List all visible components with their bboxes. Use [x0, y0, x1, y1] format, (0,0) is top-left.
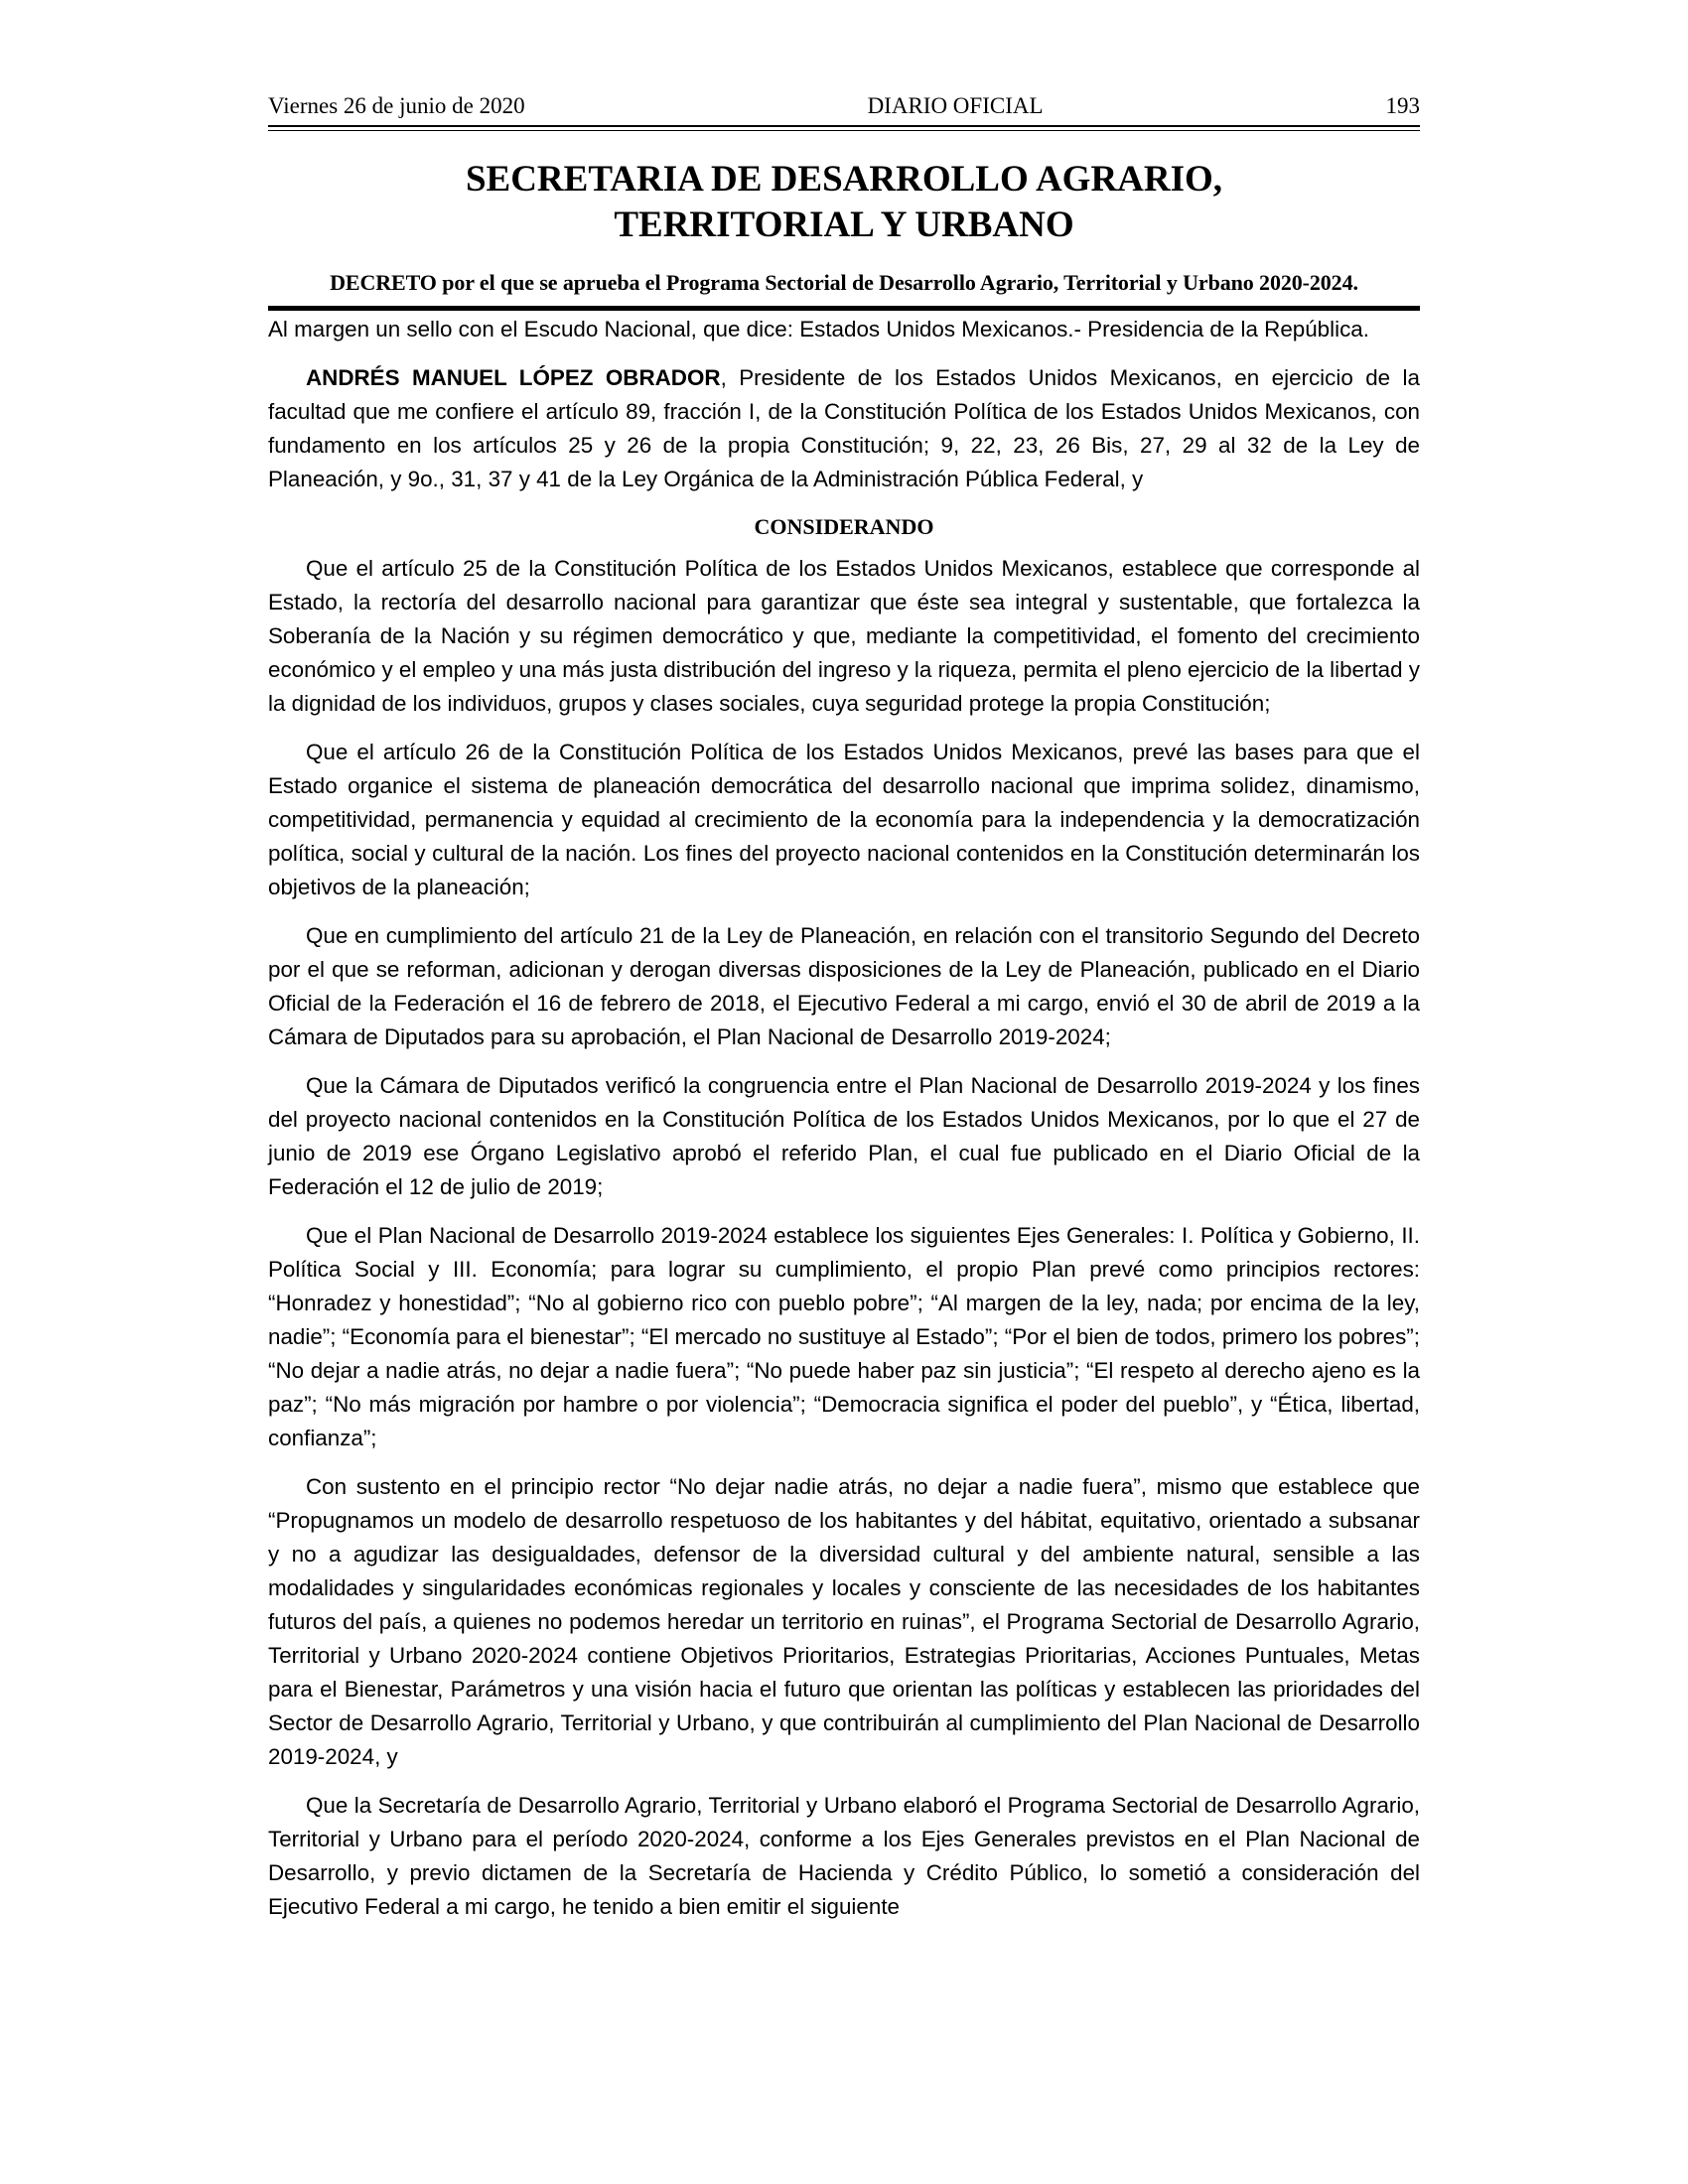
seal-note: Al margen un sello con el Escudo Nacional, que dice: Estados Unidos Mexicanos.- Presidencia de la República. [268, 317, 1369, 341]
president-name: ANDRÉS MANUEL LÓPEZ OBRADOR [306, 365, 721, 390]
running-header [268, 94, 1420, 127]
header-journal-name: DIARIO OFICIAL [867, 93, 1044, 118]
considerando-paragraph: Que el artículo 25 de la Constitución Política de los Estados Unidos Mexicanos, establece que corresponde al Estado, la rectoría del desarrollo nacional para garantizar que éste sea integral y sustentable, que fortalezca la Soberanía de la Nación y su régimen democrático y que, mediante la competitividad, el fomento del crecimiento económico y el empleo y una más justa distribución del ingreso y la riqueza, permita el pleno ejercicio de la libertad y la dignidad de los individuos, grupos y clases sociales, cuya seguridad protege la propia Constitución; [268, 556, 1420, 716]
header-date: Viernes 26 de junio de 2020 [268, 93, 525, 118]
considerando-paragraph: Que en cumplimiento del artículo 21 de la Ley de Planeación, en relación con el transitorio Segundo del Decreto por el que se reforman, adicionan y derogan diversas disposiciones de la Ley de Planeación, publicado en el Diario Oficial de la Federación el 16 de febrero de 2018, el Ejecutivo Federal a mi cargo, envió el 30 de abril de 2019 a la Cámara de Diputados para su aprobación, el Plan Nacional de Desarrollo 2019-2024; [268, 923, 1420, 1049]
secretaria-heading-line-2: TERRITORIAL Y URBANO [614, 205, 1074, 245]
intro-text: , Presidente de los Estados Unidos Mexicanos, en ejercicio de la facultad que me confiere el artículo 89, fracción I, de la Constitución Política de los Estados Unidos Mexicanos, con fundamento en los artículos 25 y 26 de la propia Constitución; 9, 22, 23, 26 Bis, 27, 29 al 32 de la Ley de Planeación, y 9o., 31, 37 y 41 de la Ley Orgánica de la Administración Pública Federal, y [268, 365, 1420, 491]
considerando-paragraph: Con sustento en el principio rector “No dejar nadie atrás, no dejar a nadie fuera”, mismo que establece que “Propugnamos un modelo de desarrollo respetuoso de los habitantes y del hábitat, equitativo, orientado a subsanar y no a agudizar las desigualdades, defensor de la diversidad cultural y del ambiente natural, sensible a las modalidades y singularidades económicas regionales y locales y consciente de las necesidades de los habitantes futuros del país, a quienes no podemos heredar un territorio en ruinas”, el Programa Sectorial de Desarrollo Agrario, Territorial y Urbano 2020-2024 contiene Objetivos Prioritarios, Estrategias Prioritarias, Acciones Puntuales, Metas para el Bienestar, Parámetros y una visión hacia el futuro que orientan las políticas y establecen las prioridades del Sector de Desarrollo Agrario, Territorial y Urbano, y que contribuirán al cumplimiento del Plan Nacional de Desarrollo 2019-2024, y [268, 1474, 1420, 1769]
decree-title: DECRETO por el que se aprueba el Programa Sectorial de Desarrollo Agrario, Territorial y Urbano 2020-2024. [268, 270, 1420, 311]
header-page-number: 193 [1385, 93, 1420, 118]
considerando-paragraph: Que el artículo 26 de la Constitución Política de los Estados Unidos Mexicanos, prevé las bases para que el Estado organice el sistema de planeación democrática del desarrollo nacional que imprima solidez, dinamismo, competitividad, permanencia y equidad al crecimiento de la economía para la independencia y la democratización política, social y cultural de la nación. Los fines del proyecto nacional contenidos en la Constitución determinarán los objetivos de la planeación; [268, 740, 1420, 899]
secretaria-heading-line-1: SECRETARIA DE DESARROLLO AGRARIO, [465, 159, 1223, 200]
considerando-paragraph: Que la Secretaría de Desarrollo Agrario, Territorial y Urbano elaboró el Programa Sectorial de Desarrollo Agrario, Territorial y Urbano para el período 2020-2024, conforme a los Ejes Generales previstos en el Plan Nacional de Desarrollo, y previo dictamen de la Secretaría de Hacienda y Crédito Público, lo sometió a consideración del Ejecutivo Federal a mi cargo, he tenido a bien emitir el siguiente [268, 1793, 1420, 1919]
header-rule [268, 130, 1420, 131]
intro-paragraph [268, 361, 1420, 496]
considerando-heading: CONSIDERANDO [754, 514, 934, 539]
document-page [268, 94, 1420, 1924]
considerando-paragraph: Que el Plan Nacional de Desarrollo 2019-2024 establece los siguientes Ejes Generales: I. Política y Gobierno, II. Política Social y III. Economía; para lograr su cumplimiento, el propio Plan prevé como principios rectores: “Honradez y honestidad”; “No al gobierno rico con pueblo pobre”; “Al margen de la ley, nada; por encima de la ley, nadie”; “Economía para el bienestar”; “El mercado no sustituye al Estado”; “Por el bien de todos, primero los pobres”; “No dejar a nadie atrás, no dejar a nadie fuera”; “No puede haber paz sin justicia”; “El respeto al derecho ajeno es la paz”; “No más migración por hambre o por violencia”; “Democracia significa el poder del pueblo”, y “Ética, libertad, confianza”; [268, 1223, 1420, 1450]
considerando-paragraph: Que la Cámara de Diputados verificó la congruencia entre el Plan Nacional de Desarrollo 2019-2024 y los fines del proyecto nacional contenidos en la Constitución Política de los Estados Unidos Mexicanos, por lo que el 27 de junio de 2019 ese Órgano Legislativo aprobó el referido Plan, el cual fue publicado en el Diario Oficial de la Federación el 12 de julio de 2019; [268, 1073, 1420, 1199]
secretaria-heading [268, 157, 1420, 248]
